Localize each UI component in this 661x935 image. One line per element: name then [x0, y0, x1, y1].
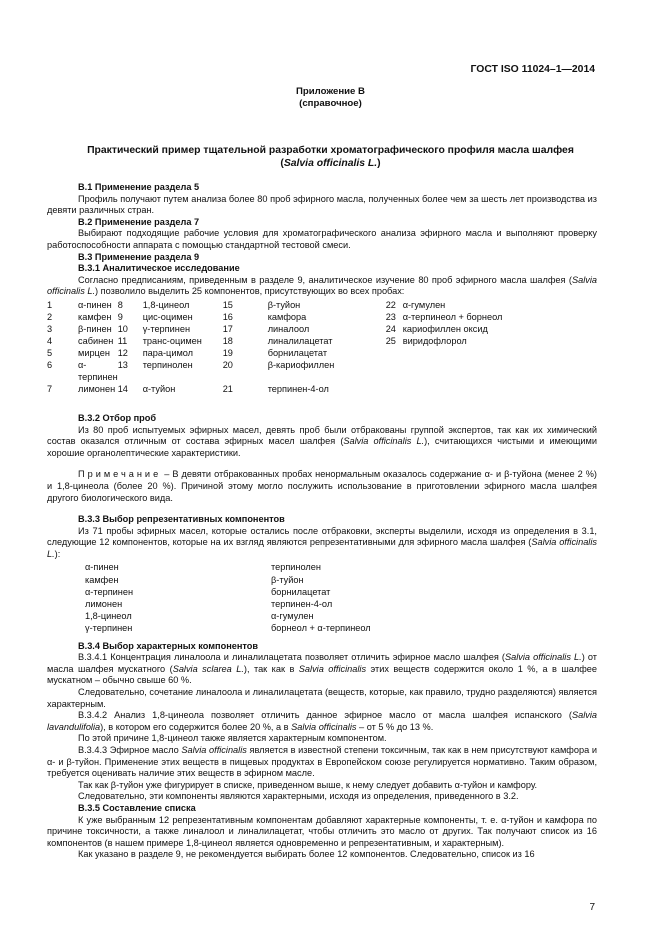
component-number: 25	[385, 335, 396, 346]
component-name: борнеол + α-терпинеол	[271, 623, 371, 634]
component-number: 17	[222, 323, 233, 334]
component-name: терпинолен	[271, 562, 321, 573]
paragraph	[47, 687, 597, 710]
text-run: По этой причине 1,8-цинеол также является характерным компонентом.	[78, 733, 387, 744]
text-run: ), так как в	[243, 663, 299, 674]
component-name: терпинен-4-ол	[267, 383, 329, 394]
latin-name: Salvia officinalis L.	[47, 274, 597, 297]
component-number: 9	[117, 311, 123, 322]
component-number: 4	[47, 335, 53, 346]
component-name: кариофиллен оксид	[402, 323, 488, 334]
text-run: Как указано в разделе 9, не рекомендуется выбирать более 12 компонентов. Следовательно, список из 16	[78, 849, 535, 860]
text-run: Профиль получают путем анализа более 80 проб эфирного масла, полученных более чем за шесть лет производства из девяти различных стран.	[47, 193, 597, 216]
paragraph	[47, 194, 597, 217]
text-run: К уже выбранным 12 репрезентативным компонентам добавляют характерные компоненты, т. е. α-туйон и камфора по причине токсичности, а также линалоол и линалилацетат, чтобы отличить это масло от других. Так получают список из 16 компонентов (в нашем примере 1,8-цинеол является одновременно и репрезентативным, и характерным).	[47, 814, 597, 848]
text-run: ) от масла шалфея мускатного (	[47, 652, 597, 674]
component-name: β-кариофиллен	[267, 359, 335, 370]
component-number: 21	[222, 383, 233, 394]
component-number: 24	[385, 323, 396, 334]
component-name: мирцен	[78, 347, 110, 358]
heading-b35: В.3.5 Составление списка	[78, 802, 196, 813]
appendix-heading	[0, 86, 661, 110]
component-name: α-терпинен	[78, 359, 118, 382]
latin-name: Salvia officinalis	[298, 663, 367, 674]
component-name: борнилацетат	[271, 586, 331, 597]
table-row	[47, 311, 502, 323]
component-name: борнилацетат	[267, 347, 328, 358]
component-number	[386, 359, 403, 383]
component-name: α-терпинен	[85, 586, 134, 597]
component-name: γ-терпинен	[85, 623, 133, 634]
component-number: 10	[117, 323, 128, 334]
component-name: лимонен	[78, 383, 116, 394]
component-number: 11	[117, 335, 128, 346]
component-name: терпинен-4-ол	[271, 599, 333, 610]
heading-b3: В.3 Применение раздела 9	[78, 251, 200, 262]
component-name: γ-терпинен	[142, 323, 191, 334]
heading-b33: В.3.3 Выбор репрезентативных компонентов	[78, 514, 285, 525]
component-name: 1,8-цинеол	[142, 299, 190, 310]
component-number: 3	[47, 323, 53, 334]
table-row	[47, 359, 502, 383]
text-run: ) позволило выделить 25 компонентов, присутствующих во всех пробах:	[95, 286, 405, 297]
component-number: 12	[117, 347, 128, 358]
component-name: пара-цимол	[142, 347, 194, 358]
paragraph	[47, 745, 597, 780]
component-number: 1	[47, 299, 53, 310]
list-row	[85, 622, 371, 634]
paragraph	[47, 791, 597, 803]
paragraph	[47, 815, 597, 850]
component-number: 16	[222, 311, 233, 322]
text-run: этих веществ содержится около 1 %, а в шалфее мускатном – обычно свыше 60 %.	[47, 663, 597, 686]
heading-b31: В.3.1 Аналитическое исследование	[78, 263, 240, 274]
paragraph	[47, 780, 597, 792]
component-number: 6	[47, 359, 53, 370]
component-name: 1,8-цинеол	[85, 611, 132, 622]
table-row	[47, 335, 502, 347]
component-name: β-туйон	[271, 574, 304, 585]
note-label: Примечание	[78, 469, 162, 480]
latin-name: Salvia sclarea L.	[172, 663, 244, 674]
list-row	[85, 574, 371, 586]
paragraph	[47, 733, 597, 745]
list-row	[85, 598, 371, 610]
components-table	[47, 299, 502, 395]
text-run: В.3.4.3 Эфирное масло	[78, 744, 182, 755]
component-name: лимонен	[85, 599, 123, 610]
latin-name: Salvia officinalis	[181, 744, 247, 755]
list-row	[85, 610, 371, 622]
component-number	[386, 347, 403, 359]
component-number: 22	[385, 299, 396, 310]
text-run: Из 80 проб испытуемых эфирных масел, девять проб были отбракованы группой экспертов, так как их химический состав оказался отличным от состава эфирных масел шалфея (	[47, 424, 597, 447]
latin-name: Salvia lavandulifolia	[47, 710, 597, 732]
appendix-title: Приложение В	[296, 86, 365, 97]
paragraph	[47, 425, 597, 460]
latin-name: Salvia officinalis L.	[505, 652, 582, 663]
paragraph	[47, 526, 597, 561]
text-run: Выбирают подходящие рабочие условия для хроматографического анализа эфирного масла и выполняют проверку работоспособности аппарата с помощью стандартной тестовой смеси.	[47, 228, 597, 250]
component-name: α-туйон	[142, 383, 176, 394]
text-run: Согласно предписаниям, приведенным в разделе 9, аналитическое изучение 80 проб эфирного масла шалфея (	[78, 274, 572, 285]
text-run: Следовательно, сочетание линалоола и линалилацетата (веществ, которые, как правило, трудно разделяются) является характерным.	[47, 686, 597, 709]
table-row	[47, 383, 502, 395]
paragraph	[47, 652, 597, 687]
component-name: β-туйон	[267, 299, 301, 310]
title-latin: Salvia officinalis L.	[283, 158, 378, 169]
heading-b32: В.3.2 Отбор проб	[78, 412, 157, 423]
text-run: является в известной степени токсичным, так как в нем присутствуют камфора и α- и β-туйон. Применение этих веществ в пищевых продуктах в Европейском союзе регулируется нормативно. Таким образом, требуется оценивать наличие этих веществ в эфирном масле.	[47, 744, 597, 779]
component-name: цис-оцимен	[142, 311, 193, 322]
title-line-2	[40, 157, 621, 170]
component-name: камфора	[267, 311, 307, 322]
component-name: линалилацетат	[267, 335, 333, 346]
component-number: 19	[222, 347, 233, 358]
latin-name: Salvia officinalis	[291, 721, 357, 732]
paragraph	[47, 849, 597, 861]
latin-name: Salvia officinalis L.	[343, 436, 425, 447]
paragraph	[47, 710, 597, 733]
table-row	[47, 299, 502, 311]
table-row	[47, 323, 502, 335]
component-number: 14	[117, 383, 128, 394]
component-number: 23	[385, 311, 396, 322]
component-name: терпинолен	[142, 359, 193, 370]
component-name: β-пинен	[78, 323, 112, 334]
heading-b1: В.1 Применение раздела 5	[78, 182, 200, 192]
component-name: α-гумулен	[402, 299, 446, 310]
latin-name: Salvia officinalis L.	[47, 537, 597, 559]
heading-b2: В.2 Применение раздела 7	[78, 216, 200, 227]
paragraph	[47, 275, 597, 298]
page-number: 7	[589, 902, 595, 913]
paragraph	[47, 228, 597, 251]
text-run: В.3.4.2 Анализ 1,8-цинеола позволяет отличить данное эфирное масло от масла шалфея испанского (	[78, 710, 572, 721]
list-row	[85, 586, 371, 598]
paren: )	[377, 158, 381, 169]
component-number	[386, 383, 403, 395]
document-body	[47, 182, 597, 861]
appendix-main-title	[40, 144, 621, 170]
representative-components-list	[85, 561, 371, 634]
component-number: 15	[222, 299, 233, 310]
text-run: Следовательно, эти компоненты являются характерными, исходя из определения, приведенного в 3.2.	[78, 791, 519, 802]
component-number: 2	[47, 311, 53, 322]
list-row	[85, 561, 371, 573]
text-run: В.3.4.1 Концентрация линалоола и линалилацетата позволяет отличить эфирное масло шалфея (	[78, 652, 505, 663]
component-name: линалоол	[267, 323, 310, 334]
component-number: 18	[222, 335, 233, 346]
text-run: – В девяти отбракованных пробах ненормальным оказалось содержание α- и β-туйона (менее 2 %) и 1,8-цинеола (более 20 %). Причиной этому могло послужить использование в приготовлении эфирного масла шалфея другого биологического вида.	[47, 469, 597, 503]
table-row	[47, 347, 502, 359]
component-number: 7	[47, 383, 53, 394]
component-name: α-пинен	[85, 562, 119, 573]
text-run: ), считающихся чистыми и имеющими хорошие органолептические характеристики.	[47, 436, 597, 458]
component-name: виридофлорол	[402, 335, 467, 346]
component-name	[403, 383, 503, 395]
component-number: 8	[117, 299, 123, 310]
paren: (	[280, 158, 284, 169]
text-run: ), в котором его содержится более 20 %, а в	[100, 721, 292, 732]
component-name: камфен	[85, 574, 119, 585]
component-name	[403, 347, 503, 359]
component-name: α-гумулен	[271, 611, 314, 622]
text-run: Так как β-туйон уже фигурирует в списке, приведенном выше, к нему следует добавить α-туйон и камфору.	[78, 779, 538, 790]
component-name: транс-оцимен	[142, 335, 202, 346]
component-name: α-терпинеол + борнеол	[402, 311, 503, 322]
component-name	[403, 359, 503, 383]
component-number: 5	[47, 347, 53, 358]
appendix-type: (справочное)	[299, 98, 362, 109]
text-run: ):	[54, 548, 61, 559]
component-number: 13	[117, 359, 128, 370]
text-run: – от 5 % до 13 %.	[356, 721, 434, 732]
component-name: камфен	[78, 311, 112, 322]
heading-b34: В.3.4 Выбор характерных компонентов	[78, 640, 259, 651]
component-name: сабинен	[78, 335, 114, 346]
component-number: 20	[222, 359, 233, 370]
component-name: α-пинен	[78, 299, 112, 310]
standard-number: ГОСТ ISO 11024–1—2014	[470, 64, 595, 75]
title-line-1: Практический пример тщательной разработки хроматографического профиля масла шалфея	[87, 145, 574, 156]
note	[47, 469, 597, 504]
text-run: Из 71 пробы эфирных масел, которые остались после отбраковки, эксперты выделили, исходя из определения в 3.1, следующие 12 компонентов, которые на их взгляд являются репрезентативными для эфирного масла шалфея (	[47, 525, 597, 548]
